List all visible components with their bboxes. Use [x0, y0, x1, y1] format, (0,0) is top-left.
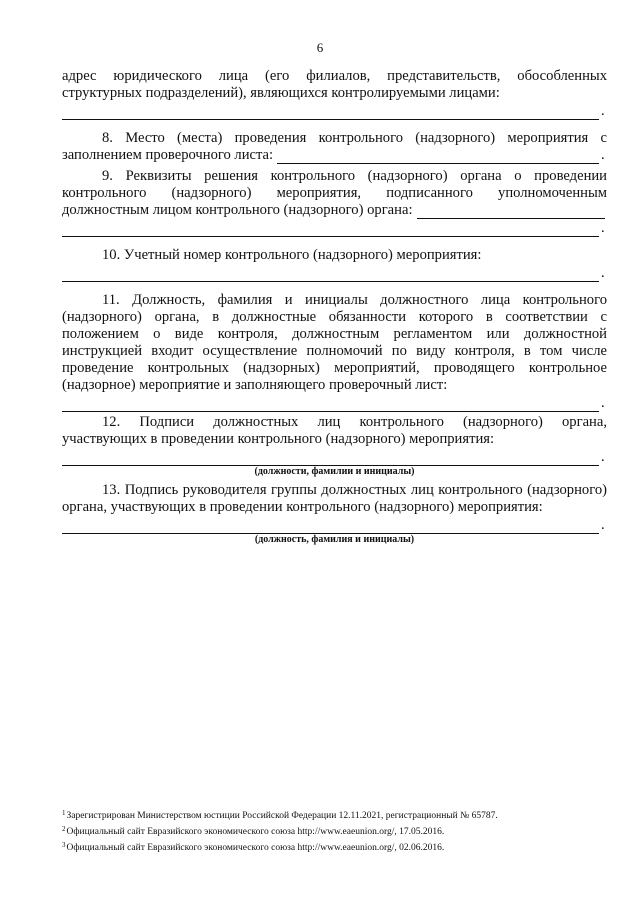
footnote-text: Официальный сайт Евразийского экономического союза http://www.eaeunion.org/, 17.05.2016.: [66, 827, 445, 837]
footnote: [62, 823, 607, 839]
period: .: [601, 265, 605, 281]
footnote-text: Официальный сайт Евразийского экономического союза http://www.eaeunion.org/, 02.06.2016.: [66, 843, 445, 853]
item13-fill-line[interactable]: [62, 516, 607, 534]
item9-line-1: 9. Реквизиты решения контрольного (надзорного) органа о проведении: [102, 168, 607, 184]
item8-line-2: [62, 147, 607, 164]
blank-line[interactable]: [62, 411, 599, 412]
item13-caption: (должность, фамилия и инициалы): [254, 534, 415, 545]
footnote: [62, 839, 607, 855]
item11-fill-line[interactable]: [62, 394, 607, 412]
intro-fill-line[interactable]: [62, 102, 607, 120]
item8-line-1: 8. Место (места) проведения контрольного (надзорного) мероприятия с: [102, 130, 607, 146]
footnote: [62, 807, 607, 823]
footnote-marker: 3: [62, 841, 66, 849]
intro-line-2: структурных подразделений), являющихся контролируемыми лицами:: [62, 85, 500, 101]
item8-blank[interactable]: [277, 149, 599, 164]
item12-line-2: участвующих в проведении контрольного (надзорного) мероприятия:: [62, 431, 495, 447]
footnote-marker: 1: [62, 809, 66, 817]
item12-caption: (должности, фамилии и инициалы): [254, 466, 415, 477]
item9-blank[interactable]: [417, 204, 605, 219]
form-body: [62, 68, 607, 546]
period: .: [601, 395, 605, 411]
item11-text: 11. Должность, фамилия и инициалы должностного лица контрольного (надзорного) органа, в должностные обязанности которого в соответствии с положением о виде контроля, должностным регламентом или должностной инструкцией входит осуществление полномочий по виду контроля, в том числе проведение контрольных (надзорных) мероприятий, проводящего контрольное (надзорное) мероприятие и заполняющего проверочный лист:: [62, 292, 607, 393]
footnote-text: Зарегистрирован Министерством юстиции Российской Федерации 12.11.2021, регистрационный № 65787.: [66, 811, 498, 821]
item8-label: заполнением проверочного листа:: [62, 147, 274, 163]
item10-fill-line[interactable]: [62, 264, 607, 282]
item10-line-1: 10. Учетный номер контрольного (надзорного) мероприятия:: [102, 247, 482, 263]
item13-text: 13. Подпись руководителя группы должностных лиц контрольного (надзорного) органа, участвующих в проведении контрольного (надзорного) мероприятия:: [62, 482, 607, 515]
item9-line-2: контрольного (надзорного) мероприятия, подписанного уполномоченным: [62, 185, 607, 201]
item9-label: должностным лицом контрольного (надзорного) органа:: [62, 202, 413, 218]
page-number: 6: [316, 40, 324, 55]
item12-line-1: 12. Подписи должностных лиц контрольного (надзорного) органа,: [102, 414, 607, 430]
period: .: [601, 103, 605, 119]
blank-line[interactable]: [62, 236, 599, 237]
item9-fill-line[interactable]: [62, 219, 607, 237]
period: .: [601, 147, 605, 163]
item12-fill-line[interactable]: [62, 448, 607, 466]
intro-line-1: адрес юридического лица (его филиалов, представительств, обособленных: [62, 68, 607, 84]
footnote-marker: 2: [62, 825, 66, 833]
period: .: [601, 517, 605, 533]
item9-line-3: [62, 202, 607, 219]
period: .: [601, 220, 605, 236]
period: .: [601, 449, 605, 465]
footnotes: [62, 807, 607, 855]
blank-line[interactable]: [62, 119, 599, 120]
blank-line[interactable]: [62, 281, 599, 282]
